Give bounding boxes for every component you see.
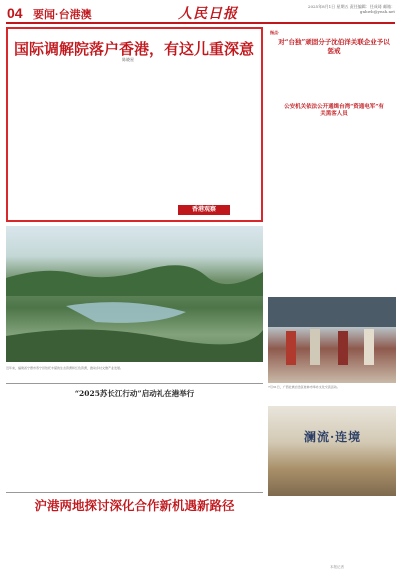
story3-headline[interactable]: 沪港两地探讨深化合作新机遇新路径 xyxy=(34,499,235,513)
lead-body-col-2 xyxy=(73,66,129,198)
story3-body-1 xyxy=(8,514,68,570)
story3-body-4 xyxy=(200,514,260,570)
right-column-label: 指点· xyxy=(270,30,280,35)
story3-body-3 xyxy=(136,514,196,570)
story2-body-4 xyxy=(200,400,260,488)
exhibition-photo xyxy=(268,406,396,496)
right-top-body-2 xyxy=(334,48,394,100)
right-mid-body-1 xyxy=(270,122,330,290)
right-mid-headline[interactable]: 公安机关依法公开通缉台湾“资通电军”有关黑客人员 xyxy=(284,104,384,117)
lead-story-byline: 陈晓星 xyxy=(122,57,134,62)
divider xyxy=(6,492,263,493)
lead-body-col-1 xyxy=(13,66,69,198)
lead-body-col-4 xyxy=(193,66,255,198)
performance-photo xyxy=(268,297,396,383)
story2-headline[interactable]: “2025苏长江行动”启动礼在港举行 xyxy=(74,389,195,398)
performance-photo-art xyxy=(268,297,396,383)
lead-body-col-3 xyxy=(133,66,189,198)
right-top-headline[interactable]: 对“台独”顽固分子沈伯洋关联企业予以惩戒 xyxy=(278,38,390,55)
masthead-meta: 2025年8月1日 星期五 责任编辑：任成琦 邮箱：gnhwb@yeah.net xyxy=(307,4,395,14)
footer-credit: 本报记者 xyxy=(330,565,344,569)
landscape-caption: 近年来，福建省宁德市寿宁县依托丰富的生态资源和红色资源，推动乡村文旅产业发展。 xyxy=(6,366,124,370)
section-name: 要闻·台港澳 xyxy=(33,9,92,21)
exhibit-caption-body xyxy=(270,500,394,560)
story2-body-2 xyxy=(72,400,132,488)
lead-story-title[interactable]: 国际调解院落户香港，有这儿重深意 xyxy=(14,41,255,58)
story2-body-3 xyxy=(136,400,196,488)
divider xyxy=(6,383,263,384)
exhibition-banner: 澜流·连境 xyxy=(304,430,362,444)
right-top-body-1 xyxy=(270,48,330,100)
story3-body-2 xyxy=(72,514,132,570)
landscape-photo-art xyxy=(6,226,263,362)
header-rule xyxy=(6,22,395,24)
column-stamp: 香港观察 xyxy=(178,205,230,215)
page-number: 04 xyxy=(7,5,23,21)
story2-body-1 xyxy=(8,400,68,488)
right-mid-body-2 xyxy=(334,122,394,290)
landscape-photo xyxy=(6,226,263,362)
newspaper-logo: 人民日报 xyxy=(178,6,238,22)
performance-caption: 7月31日，广西壮族自治区桂林市举办文化交流活动。 xyxy=(268,385,340,389)
